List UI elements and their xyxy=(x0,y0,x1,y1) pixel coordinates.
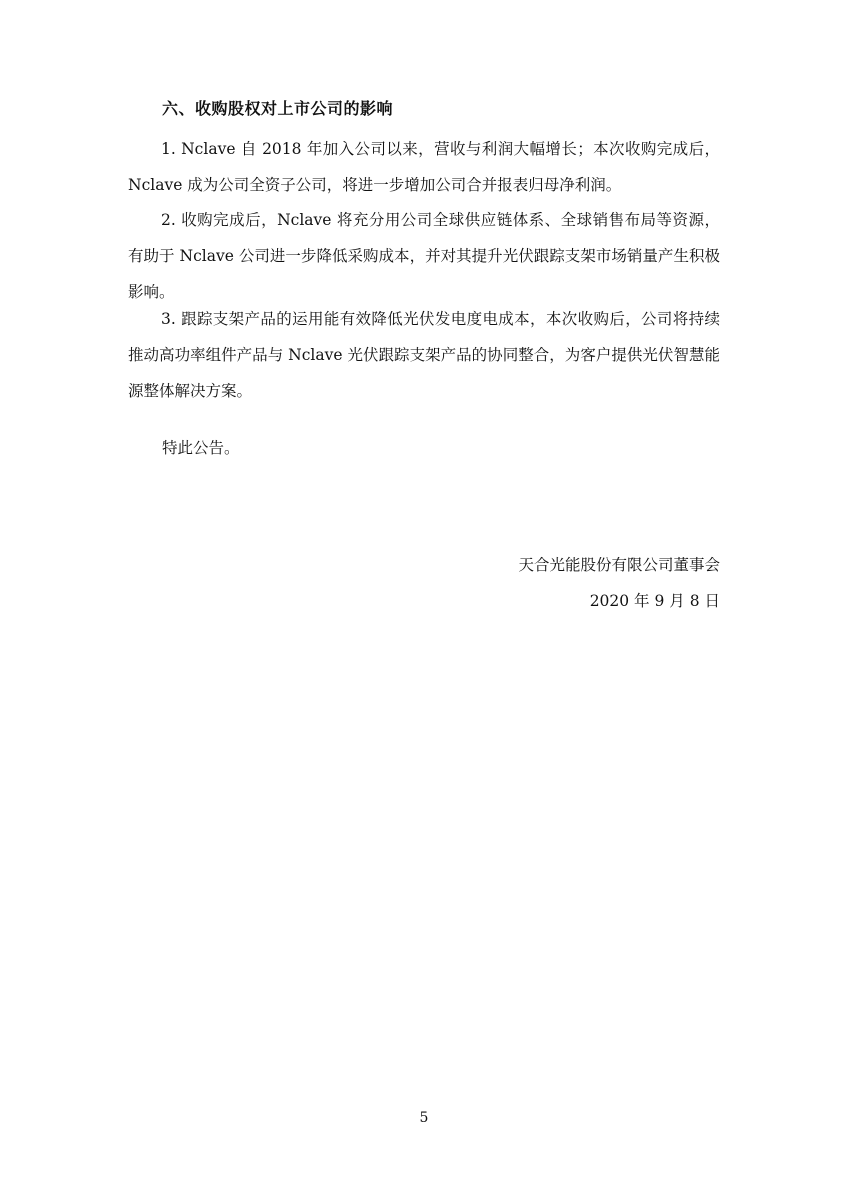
section-heading: 六、收购股权对上市公司的影响 xyxy=(162,99,394,118)
page-number: 5 xyxy=(419,1110,429,1126)
paragraph-2: 2. 收购完成后，Nclave 将充分用公司全球供应链体系、全球销售布局等资源，有助于 Nclave 公司进一步降低采购成本，并对其提升光伏跟踪支架市场销量产生积极影响。 xyxy=(128,211,720,301)
signature-date: 2020 年 9 月 8 日 xyxy=(589,592,720,610)
signature-company: 天合光能股份有限公司董事会 xyxy=(518,556,720,574)
paragraph-3: 3. 跟踪支架产品的运用能有效降低光伏发电度电成本，本次收购后，公司将持续推动高功率组件产品与 Nclave 光伏跟踪支架产品的协同整合，为客户提供光伏智慧能源整体解决方案。 xyxy=(128,310,720,400)
paragraph-1: 1. Nclave 自 2018 年加入公司以来，营收与利润大幅增长；本次收购完成后，Nclave 成为公司全资子公司，将进一步增加公司合并报表归母净利润。 xyxy=(128,140,720,194)
closing-statement: 特此公告。 xyxy=(162,439,240,457)
